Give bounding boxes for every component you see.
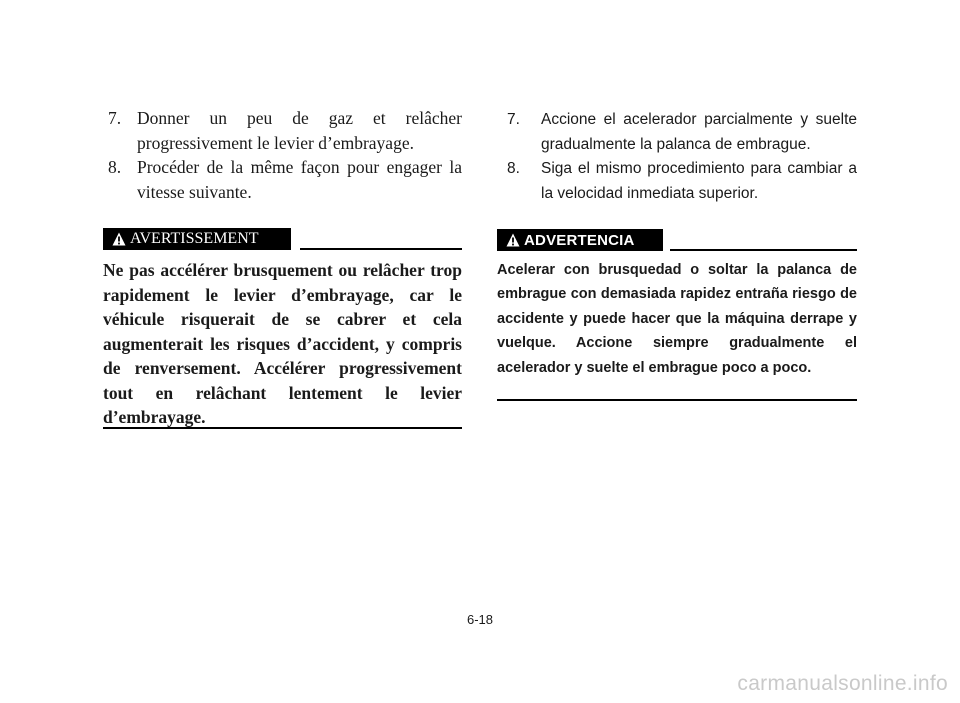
warning-text: Acelerar con brusquedad o soltar la palanca de embrague con demasiada rapidez entraña riesgo de accidente y puede hacer que la máquina derrape y vuelque. Accione siempre gradualmente el acelerador y suelte el embrague poco a poco. xyxy=(497,262,857,376)
step-number: 8. xyxy=(108,157,122,177)
step-text: Siga el mismo procedimiento para cambiar a la velocidad inmediata superior. xyxy=(541,160,857,202)
warning-triangle-icon xyxy=(506,233,520,247)
list-item xyxy=(103,106,462,155)
step-text: Procéder de la même façon pour engager la vitesse suivante. xyxy=(137,157,462,202)
divider xyxy=(670,249,857,251)
french-steps xyxy=(103,106,462,204)
step-text: Donner un peu de gaz et relâcher progressivement le levier d’embrayage. xyxy=(137,108,462,153)
warning-header xyxy=(497,229,857,251)
divider xyxy=(300,248,462,250)
warning-triangle-icon xyxy=(112,232,126,246)
warning-badge xyxy=(103,228,291,250)
warning-text: Ne pas accélérer brusquement ou relâcher trop rapidement le levier d’embrayage, car le véhicule risquerait de se cabrer et cela augmenterait les risques d’accident, y compris de renversement. Accélérer progressivement tout en relâchant lentement le levier d’embrayage. xyxy=(103,260,462,427)
step-number: 7. xyxy=(108,108,122,128)
warning-label: AVERTISSEMENT xyxy=(130,230,259,247)
spanish-steps xyxy=(497,108,857,206)
list-item xyxy=(497,108,857,157)
list-item xyxy=(497,157,857,206)
page-number: 6-18 xyxy=(466,612,494,627)
divider xyxy=(497,399,857,401)
watermark: carmanualsonline.info xyxy=(737,672,948,695)
warning-label: ADVERTENCIA xyxy=(524,231,635,249)
step-number: 7. xyxy=(507,111,520,128)
list-item xyxy=(103,155,462,204)
warning-header xyxy=(103,228,462,250)
divider xyxy=(103,427,462,429)
step-number: 8. xyxy=(507,160,520,177)
step-text: Accione el acelerador parcialmente y suelte gradualmente la palanca de embrague. xyxy=(541,111,857,153)
warning-badge xyxy=(497,229,663,251)
